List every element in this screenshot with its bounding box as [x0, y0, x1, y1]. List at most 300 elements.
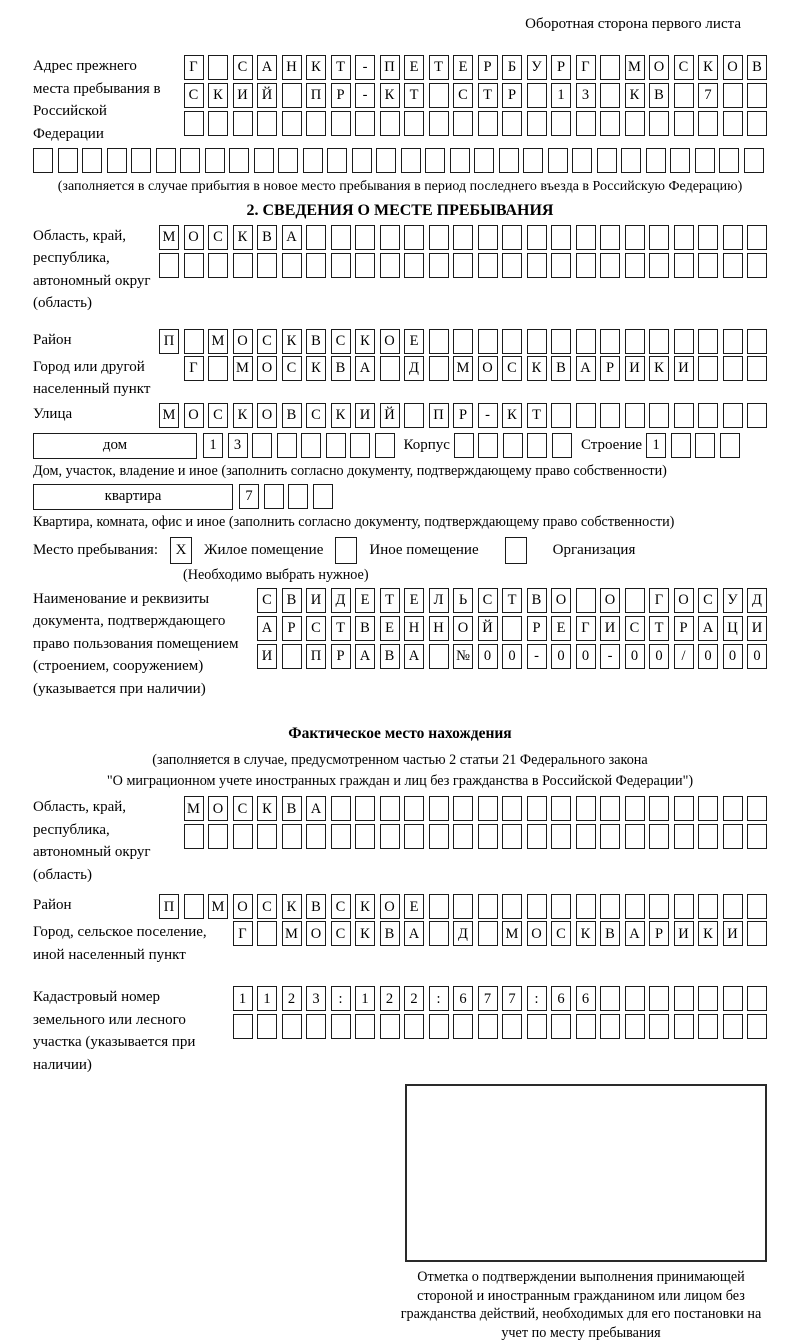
char-box[interactable] — [282, 111, 302, 136]
char-box[interactable]: М — [159, 403, 179, 428]
char-box[interactable] — [306, 824, 326, 849]
char-box[interactable] — [380, 225, 400, 250]
char-box[interactable] — [306, 253, 326, 278]
char-box[interactable]: 6 — [576, 986, 596, 1011]
char-box[interactable] — [551, 225, 571, 250]
char-box[interactable] — [621, 148, 641, 173]
char-box[interactable] — [380, 111, 400, 136]
char-box[interactable] — [313, 484, 333, 509]
char-box[interactable] — [184, 111, 204, 136]
char-box[interactable] — [747, 403, 767, 428]
char-box[interactable] — [576, 403, 596, 428]
char-box[interactable]: Г — [649, 588, 669, 613]
char-box[interactable] — [698, 796, 718, 821]
char-box[interactable]: 2 — [282, 986, 302, 1011]
char-box[interactable]: К — [380, 83, 400, 108]
char-box[interactable] — [698, 329, 718, 354]
char-box[interactable]: С — [674, 55, 694, 80]
char-box[interactable]: К — [576, 921, 596, 946]
char-box[interactable] — [625, 253, 645, 278]
char-box[interactable] — [723, 225, 743, 250]
char-box[interactable]: К — [698, 921, 718, 946]
char-box[interactable]: : — [429, 986, 449, 1011]
char-box[interactable] — [502, 894, 522, 919]
char-box[interactable] — [107, 148, 127, 173]
char-box[interactable] — [208, 824, 228, 849]
char-box[interactable] — [453, 824, 473, 849]
char-box[interactable]: С — [257, 588, 277, 613]
char-box[interactable] — [180, 148, 200, 173]
char-box[interactable] — [600, 1014, 620, 1039]
char-box[interactable] — [625, 225, 645, 250]
char-box[interactable] — [747, 225, 767, 250]
char-box[interactable]: А — [257, 616, 277, 641]
char-box[interactable]: И — [674, 356, 694, 381]
char-box[interactable]: Е — [404, 588, 424, 613]
char-box[interactable] — [184, 894, 204, 919]
char-box[interactable]: Е — [404, 329, 424, 354]
char-box[interactable]: К — [306, 55, 326, 80]
char-box[interactable] — [502, 824, 522, 849]
char-box[interactable]: М — [282, 921, 302, 946]
char-box[interactable] — [502, 225, 522, 250]
char-box[interactable] — [747, 83, 767, 108]
char-box[interactable]: 0 — [747, 644, 767, 669]
char-box[interactable]: Р — [649, 921, 669, 946]
char-box[interactable]: О — [600, 588, 620, 613]
char-box[interactable] — [649, 1014, 669, 1039]
char-box[interactable] — [380, 796, 400, 821]
char-box[interactable]: В — [355, 616, 375, 641]
char-box[interactable]: 0 — [576, 644, 596, 669]
char-box[interactable] — [695, 433, 715, 458]
char-box[interactable]: 1 — [646, 433, 666, 458]
char-box[interactable]: Г — [184, 55, 204, 80]
char-box[interactable]: А — [576, 356, 596, 381]
char-box[interactable]: : — [527, 986, 547, 1011]
char-box[interactable]: 1 — [203, 433, 223, 458]
char-box[interactable] — [404, 796, 424, 821]
char-box[interactable]: С — [306, 403, 326, 428]
char-box[interactable]: Д — [453, 921, 473, 946]
char-box[interactable]: Й — [478, 616, 498, 641]
char-box[interactable] — [552, 433, 572, 458]
char-box[interactable]: Т — [527, 403, 547, 428]
char-box[interactable]: С — [233, 796, 253, 821]
char-box[interactable] — [375, 433, 395, 458]
char-box[interactable] — [548, 148, 568, 173]
char-box[interactable] — [527, 796, 547, 821]
char-box[interactable]: 0 — [551, 644, 571, 669]
char-box[interactable] — [723, 403, 743, 428]
char-box[interactable]: И — [600, 616, 620, 641]
char-box[interactable]: Т — [380, 588, 400, 613]
char-box[interactable] — [278, 148, 298, 173]
char-box[interactable]: М — [208, 329, 228, 354]
char-box[interactable]: И — [355, 403, 375, 428]
char-box[interactable] — [576, 111, 596, 136]
char-box[interactable]: К — [282, 894, 302, 919]
char-box[interactable] — [698, 824, 718, 849]
char-box[interactable] — [429, 83, 449, 108]
char-box[interactable]: К — [355, 921, 375, 946]
char-box[interactable] — [625, 894, 645, 919]
char-box[interactable] — [355, 111, 375, 136]
char-box[interactable] — [698, 225, 718, 250]
char-box[interactable]: О — [674, 588, 694, 613]
char-box[interactable] — [600, 986, 620, 1011]
char-box[interactable]: 2 — [380, 986, 400, 1011]
char-box[interactable] — [478, 921, 498, 946]
char-box[interactable] — [576, 329, 596, 354]
char-box[interactable] — [233, 1014, 253, 1039]
char-box[interactable]: 0 — [625, 644, 645, 669]
char-box[interactable]: О — [208, 796, 228, 821]
char-box[interactable] — [306, 1014, 326, 1039]
char-box[interactable] — [747, 111, 767, 136]
char-box[interactable] — [478, 824, 498, 849]
char-box[interactable] — [600, 894, 620, 919]
char-box[interactable] — [649, 824, 669, 849]
char-box[interactable]: Т — [331, 55, 351, 80]
char-box[interactable] — [327, 148, 347, 173]
char-box[interactable] — [208, 55, 228, 80]
char-box[interactable]: 0 — [478, 644, 498, 669]
char-box[interactable] — [33, 148, 53, 173]
char-box[interactable] — [747, 329, 767, 354]
char-box[interactable] — [674, 253, 694, 278]
char-box[interactable] — [674, 1014, 694, 1039]
char-box[interactable]: В — [649, 83, 669, 108]
char-box[interactable] — [208, 111, 228, 136]
char-box[interactable]: А — [355, 644, 375, 669]
char-box[interactable]: Л — [429, 588, 449, 613]
char-box[interactable] — [355, 253, 375, 278]
char-box[interactable]: Ц — [723, 616, 743, 641]
char-box[interactable] — [429, 356, 449, 381]
char-box[interactable]: 6 — [453, 986, 473, 1011]
char-box[interactable] — [527, 253, 547, 278]
char-box[interactable]: 0 — [649, 644, 669, 669]
char-box[interactable]: Р — [600, 356, 620, 381]
char-box[interactable] — [429, 796, 449, 821]
char-box[interactable] — [625, 329, 645, 354]
char-box[interactable]: Й — [257, 83, 277, 108]
char-box[interactable] — [649, 253, 669, 278]
char-box[interactable] — [649, 403, 669, 428]
char-box[interactable]: О — [257, 403, 277, 428]
char-box[interactable] — [625, 588, 645, 613]
char-box[interactable] — [404, 824, 424, 849]
char-box[interactable] — [723, 83, 743, 108]
char-box[interactable]: - — [355, 83, 375, 108]
char-box[interactable] — [425, 148, 445, 173]
char-box[interactable] — [282, 83, 302, 108]
char-box[interactable] — [551, 111, 571, 136]
char-box[interactable]: С — [698, 588, 718, 613]
char-box[interactable]: С — [306, 616, 326, 641]
char-box[interactable] — [478, 1014, 498, 1039]
char-box[interactable] — [331, 1014, 351, 1039]
char-box[interactable] — [58, 148, 78, 173]
char-box[interactable]: О — [453, 616, 473, 641]
char-box[interactable] — [600, 329, 620, 354]
char-box[interactable] — [331, 225, 351, 250]
char-box[interactable] — [649, 225, 669, 250]
char-box[interactable] — [551, 894, 571, 919]
char-box[interactable] — [429, 921, 449, 946]
char-box[interactable] — [527, 329, 547, 354]
char-box[interactable]: А — [306, 796, 326, 821]
char-box[interactable] — [698, 111, 718, 136]
char-box[interactable]: В — [282, 588, 302, 613]
char-box[interactable]: В — [551, 356, 571, 381]
char-box[interactable] — [649, 986, 669, 1011]
char-box[interactable] — [723, 986, 743, 1011]
char-box[interactable] — [478, 433, 498, 458]
char-box[interactable] — [450, 148, 470, 173]
char-box[interactable]: Т — [331, 616, 351, 641]
char-box[interactable] — [527, 111, 547, 136]
char-box[interactable] — [205, 148, 225, 173]
char-box[interactable]: Р — [282, 616, 302, 641]
char-box[interactable] — [453, 329, 473, 354]
char-box[interactable]: Д — [747, 588, 767, 613]
char-box[interactable]: К — [527, 356, 547, 381]
char-box[interactable] — [625, 403, 645, 428]
char-box[interactable] — [352, 148, 372, 173]
char-box[interactable] — [674, 225, 694, 250]
char-box[interactable]: В — [600, 921, 620, 946]
char-box[interactable]: В — [331, 356, 351, 381]
char-box[interactable]: Е — [355, 588, 375, 613]
char-box[interactable]: К — [282, 329, 302, 354]
char-box[interactable] — [527, 225, 547, 250]
char-box[interactable] — [720, 433, 740, 458]
char-box[interactable] — [744, 148, 764, 173]
char-box[interactable] — [649, 111, 669, 136]
char-box[interactable]: В — [282, 796, 302, 821]
char-box[interactable] — [380, 253, 400, 278]
char-box[interactable] — [499, 148, 519, 173]
char-box[interactable] — [723, 796, 743, 821]
char-box[interactable] — [282, 644, 302, 669]
char-box[interactable]: О — [649, 55, 669, 80]
char-box[interactable] — [453, 1014, 473, 1039]
char-box[interactable]: А — [282, 225, 302, 250]
char-box[interactable]: О — [478, 356, 498, 381]
char-box[interactable] — [502, 616, 522, 641]
char-box[interactable]: В — [380, 921, 400, 946]
char-box[interactable]: Е — [404, 55, 424, 80]
char-box[interactable] — [747, 253, 767, 278]
char-box[interactable]: Й — [380, 403, 400, 428]
char-box[interactable]: В — [747, 55, 767, 80]
char-box[interactable] — [723, 111, 743, 136]
char-box[interactable] — [625, 824, 645, 849]
char-box[interactable]: С — [208, 403, 228, 428]
char-box[interactable]: К — [355, 329, 375, 354]
char-box[interactable]: А — [625, 921, 645, 946]
char-box[interactable]: С — [331, 894, 351, 919]
char-box[interactable]: Р — [453, 403, 473, 428]
char-box[interactable] — [288, 484, 308, 509]
char-box[interactable]: Р — [674, 616, 694, 641]
char-box[interactable]: С — [331, 329, 351, 354]
char-box[interactable]: Е — [380, 616, 400, 641]
char-box[interactable]: К — [257, 796, 277, 821]
char-box[interactable]: : — [331, 986, 351, 1011]
char-box[interactable] — [282, 253, 302, 278]
char-box[interactable] — [282, 1014, 302, 1039]
char-box[interactable]: Д — [404, 356, 424, 381]
char-box[interactable] — [551, 253, 571, 278]
char-box[interactable] — [453, 225, 473, 250]
char-box[interactable]: М — [233, 356, 253, 381]
char-box[interactable] — [576, 253, 596, 278]
char-box[interactable]: М — [208, 894, 228, 919]
char-box[interactable] — [576, 1014, 596, 1039]
char-box[interactable]: К — [355, 894, 375, 919]
char-box[interactable]: У — [723, 588, 743, 613]
char-box[interactable]: 7 — [698, 83, 718, 108]
char-box[interactable]: С — [625, 616, 645, 641]
char-box[interactable] — [646, 148, 666, 173]
char-box[interactable]: 7 — [478, 986, 498, 1011]
char-box[interactable]: К — [331, 403, 351, 428]
char-box[interactable] — [380, 356, 400, 381]
char-box[interactable] — [723, 253, 743, 278]
char-box[interactable] — [184, 824, 204, 849]
char-box[interactable] — [671, 433, 691, 458]
char-box[interactable] — [331, 824, 351, 849]
char-box[interactable]: П — [306, 83, 326, 108]
char-box[interactable]: 1 — [355, 986, 375, 1011]
char-box[interactable] — [625, 1014, 645, 1039]
char-box[interactable] — [453, 111, 473, 136]
char-box[interactable] — [747, 921, 767, 946]
char-box[interactable] — [649, 796, 669, 821]
char-box[interactable]: С — [478, 588, 498, 613]
stay-type-checkbox-organization[interactable] — [505, 537, 527, 564]
char-box[interactable]: Г — [233, 921, 253, 946]
char-box[interactable]: Н — [429, 616, 449, 641]
char-box[interactable] — [331, 253, 351, 278]
char-box[interactable] — [600, 253, 620, 278]
char-box[interactable] — [355, 824, 375, 849]
char-box[interactable] — [233, 111, 253, 136]
char-box[interactable] — [306, 225, 326, 250]
char-box[interactable] — [695, 148, 715, 173]
char-box[interactable]: Ь — [453, 588, 473, 613]
char-box[interactable] — [429, 111, 449, 136]
char-box[interactable]: И — [747, 616, 767, 641]
char-box[interactable] — [257, 1014, 277, 1039]
char-box[interactable]: В — [306, 894, 326, 919]
char-box[interactable]: В — [306, 329, 326, 354]
char-box[interactable]: Р — [478, 55, 498, 80]
char-box[interactable] — [625, 111, 645, 136]
char-box[interactable] — [719, 148, 739, 173]
char-box[interactable]: К — [208, 83, 228, 108]
char-box[interactable] — [478, 111, 498, 136]
char-box[interactable]: Т — [478, 83, 498, 108]
char-box[interactable] — [502, 329, 522, 354]
char-box[interactable] — [331, 111, 351, 136]
char-box[interactable] — [184, 329, 204, 354]
char-box[interactable] — [600, 225, 620, 250]
char-box[interactable] — [600, 83, 620, 108]
char-box[interactable]: К — [625, 83, 645, 108]
char-box[interactable]: С — [502, 356, 522, 381]
char-box[interactable] — [429, 1014, 449, 1039]
char-box[interactable] — [131, 148, 151, 173]
char-box[interactable] — [82, 148, 102, 173]
char-box[interactable]: И — [257, 644, 277, 669]
char-box[interactable] — [233, 824, 253, 849]
char-box[interactable] — [257, 111, 277, 136]
char-box[interactable] — [747, 796, 767, 821]
char-box[interactable]: О — [233, 894, 253, 919]
char-box[interactable]: А — [404, 921, 424, 946]
char-box[interactable]: П — [159, 329, 179, 354]
char-box[interactable] — [257, 921, 277, 946]
char-box[interactable] — [600, 824, 620, 849]
char-box[interactable]: П — [159, 894, 179, 919]
char-box[interactable] — [747, 824, 767, 849]
char-box[interactable] — [233, 253, 253, 278]
char-box[interactable]: А — [257, 55, 277, 80]
char-box[interactable]: Г — [184, 356, 204, 381]
char-box[interactable] — [478, 796, 498, 821]
char-box[interactable]: К — [502, 403, 522, 428]
char-box[interactable]: С — [257, 894, 277, 919]
char-box[interactable] — [474, 148, 494, 173]
char-box[interactable]: 3 — [576, 83, 596, 108]
char-box[interactable] — [723, 1014, 743, 1039]
char-box[interactable] — [649, 894, 669, 919]
char-box[interactable] — [698, 1014, 718, 1039]
char-box[interactable]: О — [527, 921, 547, 946]
char-box[interactable] — [674, 824, 694, 849]
char-box[interactable] — [429, 225, 449, 250]
char-box[interactable]: Т — [404, 83, 424, 108]
char-box[interactable]: О — [306, 921, 326, 946]
char-box[interactable] — [698, 403, 718, 428]
char-box[interactable]: М — [159, 225, 179, 250]
char-box[interactable] — [429, 329, 449, 354]
char-box[interactable]: 6 — [551, 986, 571, 1011]
char-box[interactable] — [303, 148, 323, 173]
char-box[interactable]: А — [698, 616, 718, 641]
char-box[interactable] — [401, 148, 421, 173]
stay-type-checkbox-other[interactable] — [335, 537, 357, 564]
char-box[interactable] — [453, 253, 473, 278]
char-box[interactable]: О — [551, 588, 571, 613]
char-box[interactable]: Т — [649, 616, 669, 641]
char-box[interactable] — [326, 433, 346, 458]
char-box[interactable]: / — [674, 644, 694, 669]
char-box[interactable] — [355, 796, 375, 821]
char-box[interactable]: О — [233, 329, 253, 354]
char-box[interactable] — [674, 894, 694, 919]
char-box[interactable] — [429, 253, 449, 278]
char-box[interactable]: С — [331, 921, 351, 946]
char-box[interactable]: О — [257, 356, 277, 381]
char-box[interactable] — [747, 986, 767, 1011]
char-box[interactable]: П — [306, 644, 326, 669]
char-box[interactable]: 3 — [306, 986, 326, 1011]
